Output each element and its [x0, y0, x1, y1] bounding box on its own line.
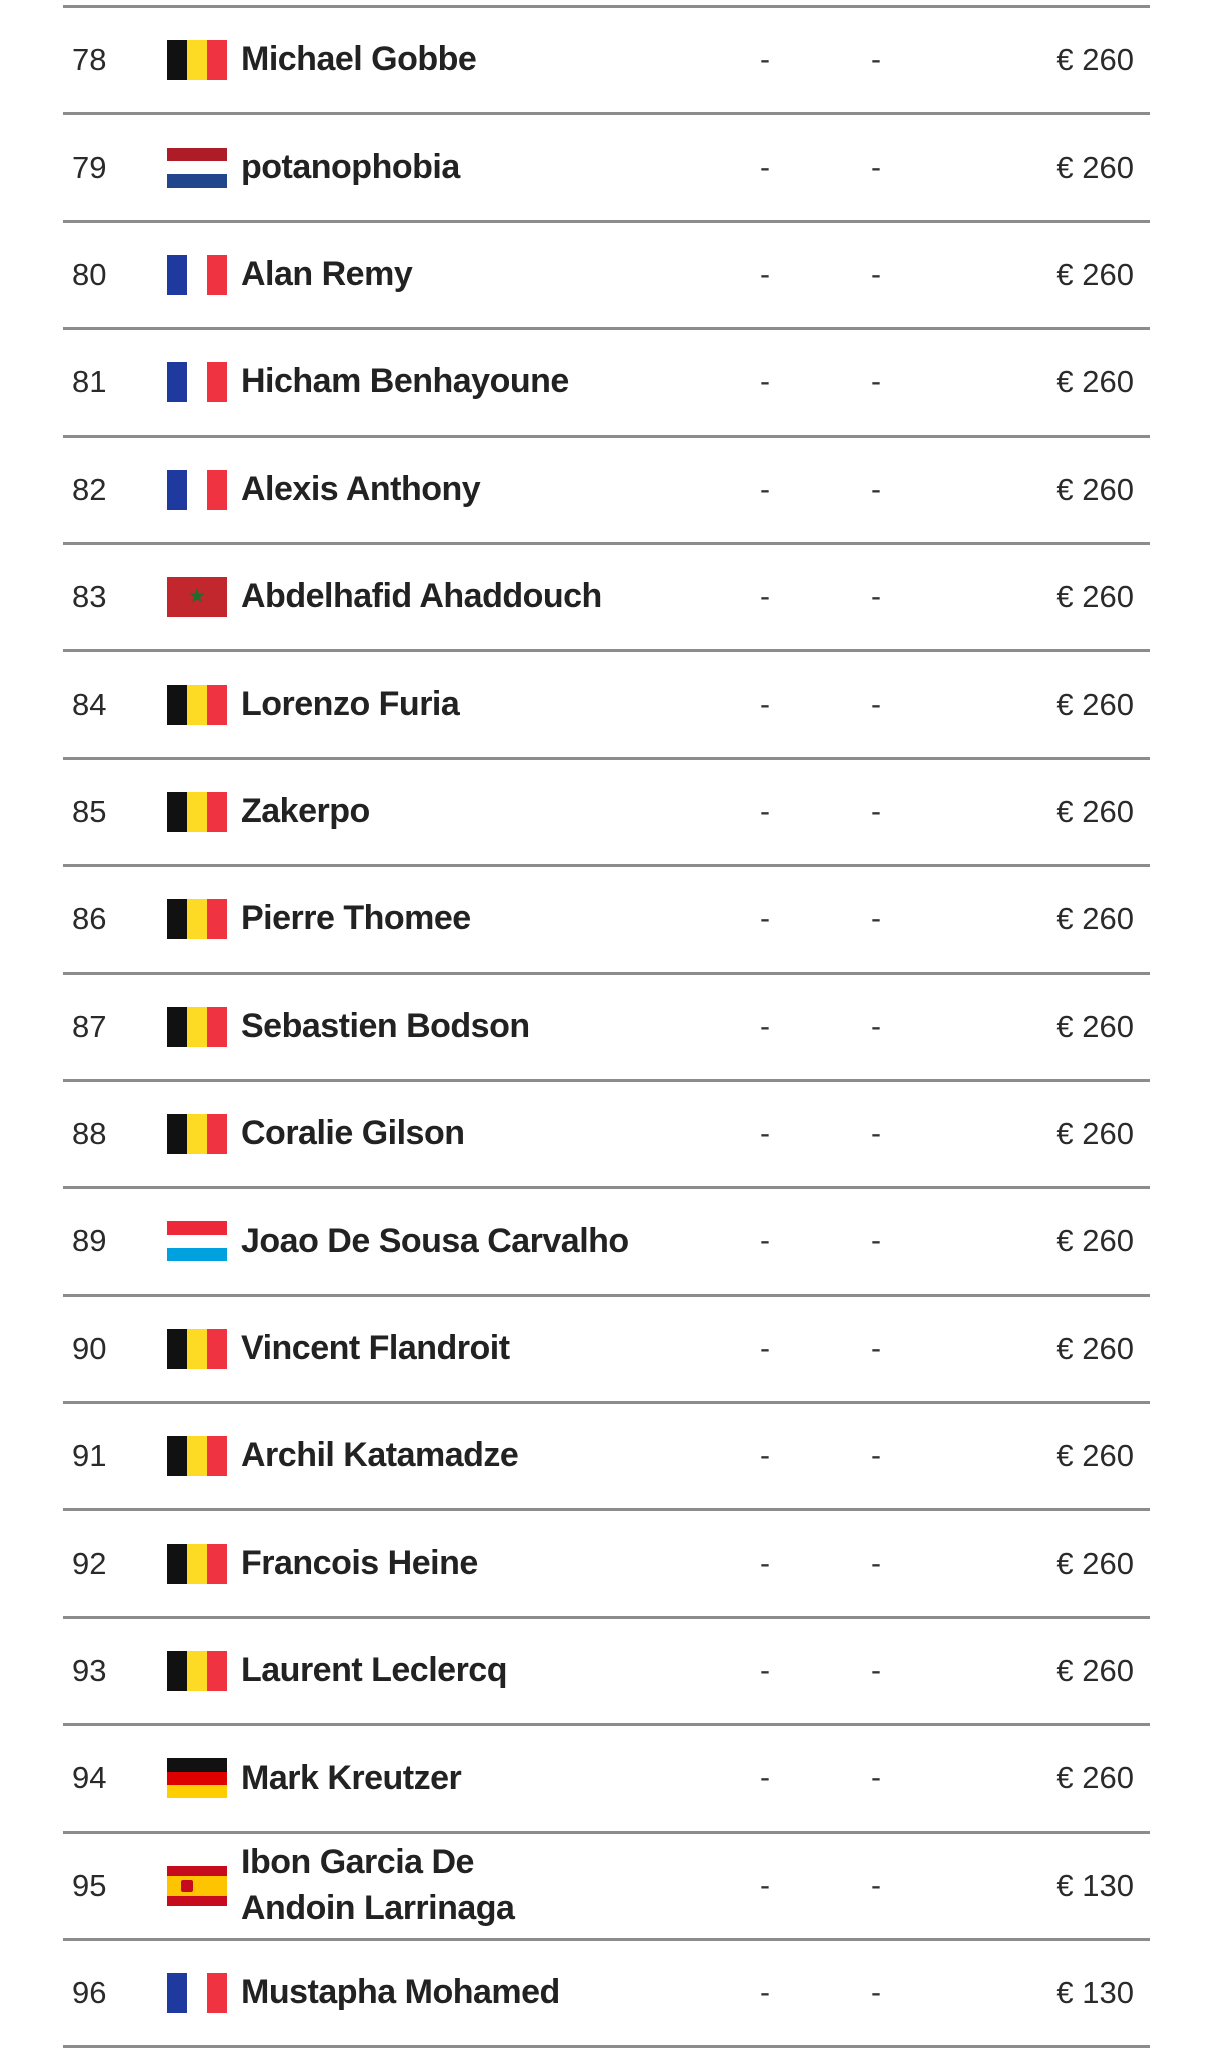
stat-cell-2: - — [871, 902, 881, 936]
rank-cell: 86 — [72, 901, 107, 937]
stat-cell-1: - — [760, 1761, 770, 1795]
player-name[interactable]: Zakerpo — [241, 791, 370, 830]
table-row[interactable] — [63, 760, 1150, 867]
stat-cell-2: - — [871, 257, 881, 291]
stat-cell-1: - — [760, 1868, 770, 1902]
table-row[interactable] — [63, 438, 1150, 545]
belgium-flag-icon — [167, 1544, 227, 1584]
rank-cell: 92 — [72, 1545, 107, 1581]
table-row[interactable] — [63, 115, 1150, 222]
stat-cell-2: - — [871, 1439, 881, 1473]
rank-cell: 85 — [72, 793, 107, 829]
rank-cell: 79 — [72, 149, 107, 185]
table-row[interactable] — [63, 1297, 1150, 1404]
france-flag-icon — [167, 255, 227, 295]
stat-cell-1: - — [760, 580, 770, 614]
prize-cell: € 260 — [1056, 1545, 1134, 1581]
stat-cell-1: - — [760, 1546, 770, 1580]
stat-cell-2: - — [871, 1868, 881, 1902]
table-row[interactable] — [63, 975, 1150, 1082]
stat-cell-2: - — [871, 1976, 881, 2010]
stat-cell-1: - — [760, 1224, 770, 1258]
table-row[interactable] — [63, 8, 1150, 115]
france-flag-icon — [167, 1973, 227, 2013]
player-name[interactable]: Hicham Benhayoune — [241, 362, 569, 401]
germany-flag-icon — [167, 1758, 227, 1798]
player-name[interactable]: Sebastien Bodson — [241, 1006, 530, 1045]
rank-cell: 89 — [72, 1223, 107, 1259]
stat-cell-1: - — [760, 1009, 770, 1043]
player-name[interactable]: Ibon Garcia De Andoin Larrinaga — [241, 1842, 515, 1927]
spain-flag-icon — [167, 1866, 227, 1906]
stat-cell-1: - — [760, 150, 770, 184]
table-row[interactable] — [63, 330, 1150, 437]
prize-cell: € 260 — [1056, 1116, 1134, 1152]
player-name[interactable]: Lorenzo Furia — [241, 684, 460, 723]
rank-cell: 83 — [72, 579, 107, 615]
belgium-flag-icon — [167, 40, 227, 80]
stat-cell-1: - — [760, 1654, 770, 1688]
rank-cell: 94 — [72, 1760, 107, 1796]
prize-cell: € 260 — [1056, 686, 1134, 722]
stat-cell-2: - — [871, 794, 881, 828]
player-name[interactable]: Francois Heine — [241, 1543, 478, 1582]
ranking-rows — [63, 8, 1150, 2048]
table-row[interactable] — [63, 867, 1150, 974]
table-row[interactable] — [63, 223, 1150, 330]
table-row[interactable] — [63, 1189, 1150, 1296]
netherlands-flag-icon — [167, 148, 227, 188]
prize-cell: € 260 — [1056, 256, 1134, 292]
stat-cell-1: - — [760, 1331, 770, 1365]
player-name[interactable]: Abdelhafid Ahaddouch — [241, 577, 602, 616]
table-row[interactable] — [63, 1726, 1150, 1833]
prize-cell: € 260 — [1056, 1223, 1134, 1259]
player-name[interactable]: Pierre Thomee — [241, 899, 471, 938]
belgium-flag-icon — [167, 1436, 227, 1476]
player-name[interactable]: Michael Gobbe — [241, 40, 477, 79]
player-name[interactable]: Alexis Anthony — [241, 469, 481, 508]
prize-cell: € 260 — [1056, 1330, 1134, 1366]
rank-cell: 93 — [72, 1653, 107, 1689]
stat-cell-2: - — [871, 580, 881, 614]
prize-cell: € 260 — [1056, 793, 1134, 829]
rank-cell: 78 — [72, 42, 107, 78]
player-name[interactable]: Mark Kreutzer — [241, 1758, 462, 1797]
france-flag-icon — [167, 362, 227, 402]
belgium-flag-icon — [167, 792, 227, 832]
top-divider — [63, 0, 1150, 8]
morocco-flag-icon: ★ — [167, 577, 227, 617]
player-name[interactable]: Archil Katamadze — [241, 1436, 519, 1475]
player-name[interactable]: Alan Remy — [241, 255, 413, 294]
stat-cell-2: - — [871, 365, 881, 399]
table-row[interactable] — [63, 1404, 1150, 1511]
rank-cell: 91 — [72, 1438, 107, 1474]
stat-cell-2: - — [871, 1117, 881, 1151]
stat-cell-2: - — [871, 687, 881, 721]
rank-cell: 88 — [72, 1116, 107, 1152]
prize-cell: € 260 — [1056, 471, 1134, 507]
belgium-flag-icon — [167, 899, 227, 939]
stat-cell-1: - — [760, 43, 770, 77]
stat-cell-1: - — [760, 687, 770, 721]
player-name[interactable]: Laurent Leclercq — [241, 1651, 507, 1690]
table-row[interactable] — [63, 1619, 1150, 1726]
rank-cell: 80 — [72, 256, 107, 292]
ranking-table — [63, 0, 1150, 2048]
player-name[interactable]: Coralie Gilson — [241, 1114, 465, 1153]
stat-cell-2: - — [871, 1009, 881, 1043]
stat-cell-2: - — [871, 1331, 881, 1365]
player-name[interactable]: potanophobia — [241, 147, 460, 186]
stat-cell-2: - — [871, 1546, 881, 1580]
prize-cell: € 130 — [1056, 1867, 1134, 1903]
luxembourg-flag-icon — [167, 1221, 227, 1261]
prize-cell: € 260 — [1056, 364, 1134, 400]
stat-cell-1: - — [760, 365, 770, 399]
belgium-flag-icon — [167, 1651, 227, 1691]
france-flag-icon — [167, 470, 227, 510]
player-name[interactable]: Vincent Flandroit — [241, 1328, 510, 1367]
prize-cell: € 260 — [1056, 1438, 1134, 1474]
table-row[interactable] — [63, 545, 1150, 652]
rank-cell: 82 — [72, 471, 107, 507]
rank-cell: 81 — [72, 364, 107, 400]
rank-cell: 96 — [72, 1975, 107, 2011]
belgium-flag-icon — [167, 1329, 227, 1369]
belgium-flag-icon — [167, 1114, 227, 1154]
table-row[interactable] — [63, 1511, 1150, 1618]
prize-cell: € 130 — [1056, 1975, 1134, 2011]
stat-cell-1: - — [760, 794, 770, 828]
stat-cell-2: - — [871, 150, 881, 184]
table-row[interactable] — [63, 1941, 1150, 2048]
stat-cell-1: - — [760, 1117, 770, 1151]
table-row[interactable] — [63, 1082, 1150, 1189]
prize-cell: € 260 — [1056, 901, 1134, 937]
stat-cell-2: - — [871, 472, 881, 506]
rank-cell: 90 — [72, 1330, 107, 1366]
player-name[interactable]: Mustapha Mohamed — [241, 1973, 560, 2012]
stat-cell-2: - — [871, 1224, 881, 1258]
stat-cell-1: - — [760, 472, 770, 506]
belgium-flag-icon — [167, 1007, 227, 1047]
stat-cell-1: - — [760, 1976, 770, 2010]
stat-cell-1: - — [760, 902, 770, 936]
prize-cell: € 260 — [1056, 42, 1134, 78]
stat-cell-2: - — [871, 43, 881, 77]
player-name[interactable]: Joao De Sousa Carvalho — [241, 1221, 629, 1260]
prize-cell: € 260 — [1056, 579, 1134, 615]
stat-cell-2: - — [871, 1761, 881, 1795]
stat-cell-2: - — [871, 1654, 881, 1688]
rank-cell: 95 — [72, 1867, 107, 1903]
prize-cell: € 260 — [1056, 1653, 1134, 1689]
belgium-flag-icon — [167, 685, 227, 725]
prize-cell: € 260 — [1056, 149, 1134, 185]
prize-cell: € 260 — [1056, 1760, 1134, 1796]
stat-cell-1: - — [760, 1439, 770, 1473]
table-row[interactable] — [63, 652, 1150, 759]
prize-cell: € 260 — [1056, 1008, 1134, 1044]
rank-cell: 87 — [72, 1008, 107, 1044]
stat-cell-1: - — [760, 257, 770, 291]
rank-cell: 84 — [72, 686, 107, 722]
table-row[interactable] — [63, 1834, 1150, 1941]
